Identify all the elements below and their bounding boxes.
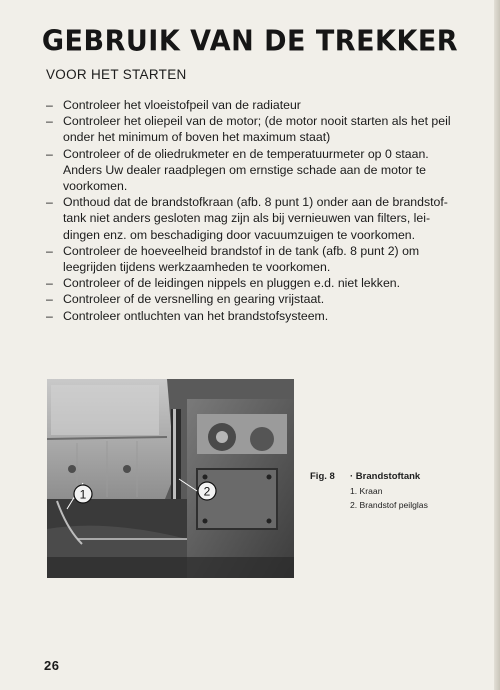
caption-part: 2. Brandstof peilglas xyxy=(350,500,428,510)
list-item-text: Controleer ontluchten van het brandstofsysteem. xyxy=(63,308,329,323)
callout-2-label: 2 xyxy=(203,484,211,499)
list-item-text: Controleer of de versnelling en gearing vrijstaat. xyxy=(63,292,325,307)
list-item-text: Onthoud dat de brandstofkraan (afb. 8 punt 1) onder aan de brandstof-tank niet anders gesloten mag zijn als bij vernieuwen van filters, lei-dingen enz. om beschadiging door vacuumzuigen te voorkomen. xyxy=(63,195,448,242)
section-heading: VOOR HET STARTEN xyxy=(46,67,187,82)
caption-part: 1. Kraan xyxy=(350,486,383,496)
list-item xyxy=(36,97,466,113)
list-dash: – xyxy=(46,292,53,307)
caption-heading xyxy=(310,471,428,482)
list-item-text: Controleer of de oliedrukmeter en de temperatuurmeter op 0 staan. Anders Uw dealer raadplegen om ernstige schade aan de motor te voorkomen. xyxy=(63,146,429,194)
list-dash: – xyxy=(46,98,53,112)
list-dash: – xyxy=(46,243,53,258)
list-item xyxy=(36,291,466,307)
list-dash: – xyxy=(46,195,53,210)
figure-title: · Brandstoftank xyxy=(350,471,421,482)
list-item-text: Controleer de hoeveelheid brandstof in de tank (afb. 8 punt 2) om leegrijden tijdens werkzaamheden te voorkomen. xyxy=(63,243,420,275)
list-dash: – xyxy=(46,146,53,161)
list-item xyxy=(36,146,466,195)
list-dash: – xyxy=(46,276,53,291)
page-title: GEBRUIK VAN DE TREKKER xyxy=(41,25,459,58)
list-dash: – xyxy=(46,114,53,129)
callout-1-label: 1 xyxy=(79,487,87,502)
list-item xyxy=(36,275,466,291)
list-dash: – xyxy=(46,308,53,323)
list-item-text: Controleer het oliepeil van de motor; (de motor nooit starten als het peil onder het minimum of boven het maximum staat) xyxy=(63,114,451,145)
page-edge xyxy=(494,0,500,690)
list-item-text: Controleer het vloeistofpeil van de radiateur xyxy=(63,98,301,112)
list-item xyxy=(36,243,466,275)
fuel-tank-photo xyxy=(47,379,294,578)
checklist xyxy=(36,97,466,324)
fuel-tank-illustration xyxy=(47,379,294,578)
figure-label: Fig. 8 xyxy=(310,471,335,482)
list-item xyxy=(36,194,466,243)
figure-caption xyxy=(310,471,428,510)
list-item xyxy=(36,308,466,324)
list-item xyxy=(36,113,466,145)
list-item-text: Controleer of de leidingen nippels en pluggen e.d. niet lekken. xyxy=(63,276,401,291)
page-number: 26 xyxy=(44,658,60,673)
